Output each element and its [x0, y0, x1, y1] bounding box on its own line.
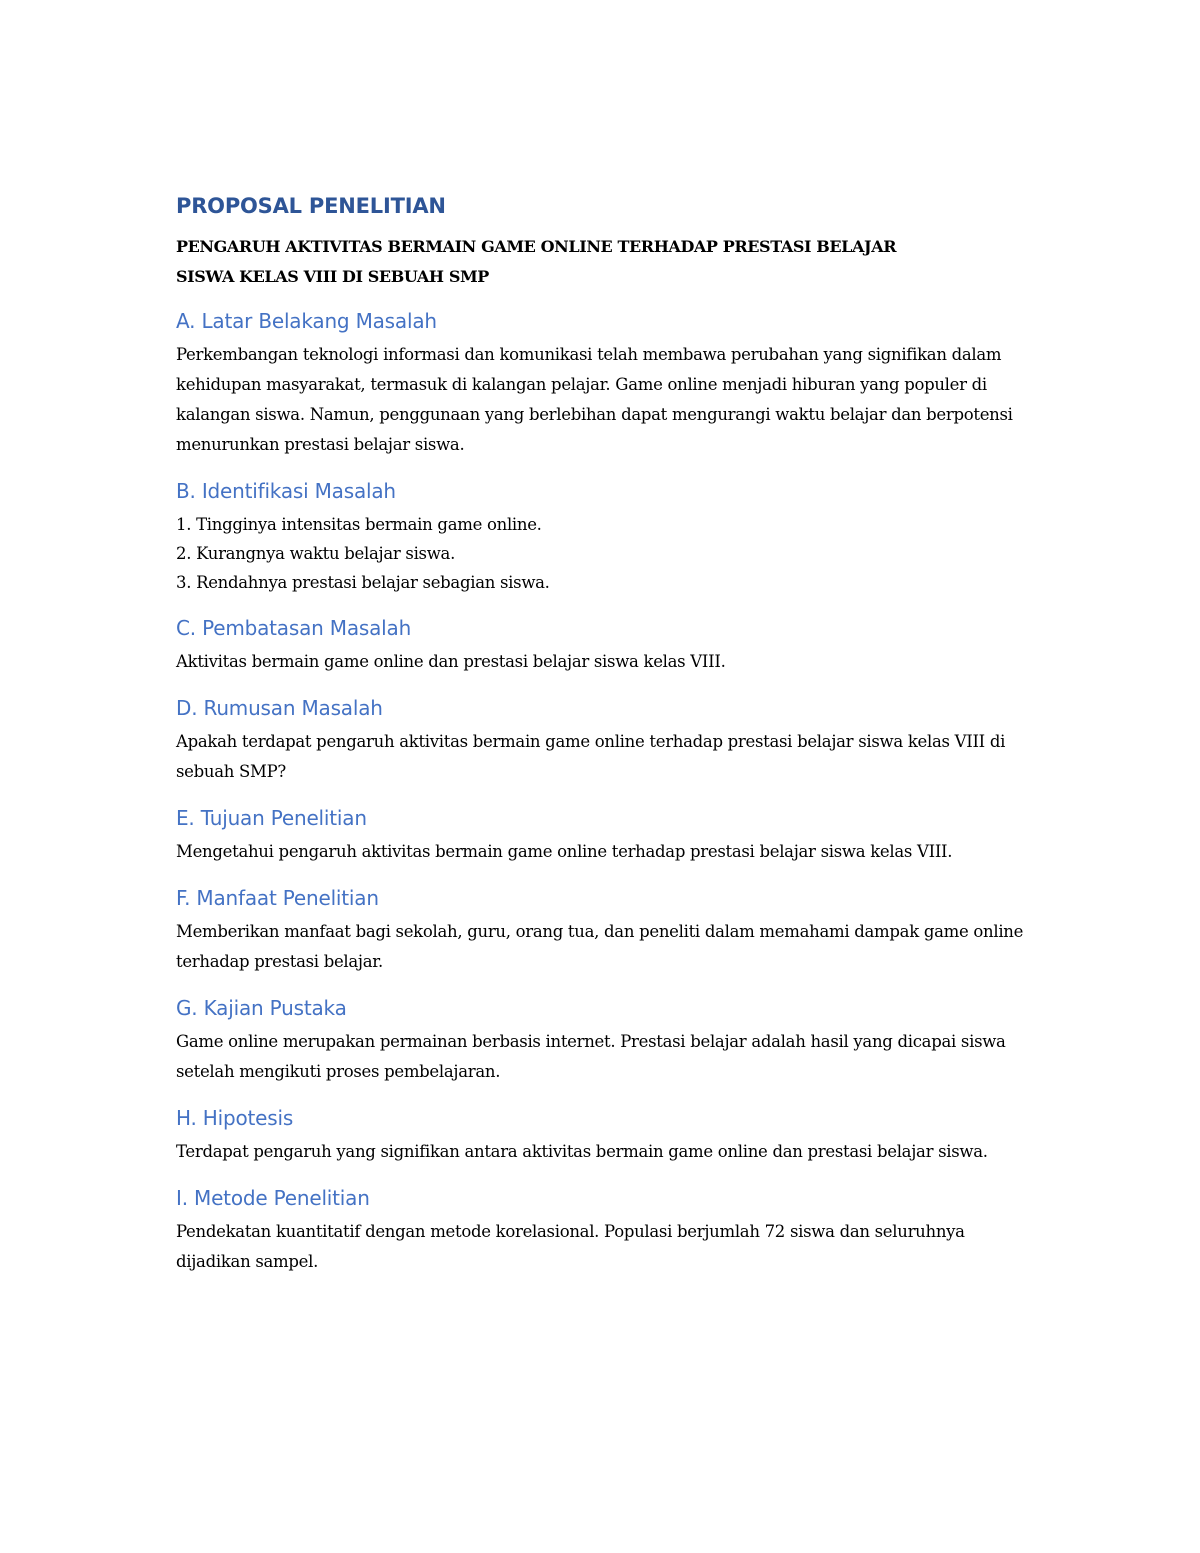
section-heading: F. Manfaat Penelitian	[176, 886, 379, 910]
section-latar-belakang	[176, 306, 1036, 460]
document-subtitle	[176, 232, 1036, 292]
section-identifikasi-masalah	[176, 476, 1036, 597]
list-item: 3. Rendahnya prestasi belajar sebagian siswa.	[176, 573, 550, 592]
document-subtitle-line-1: PENGARUH AKTIVITAS BERMAIN GAME ONLINE TERHADAP PRESTASI BELAJAR	[176, 237, 897, 256]
section-pembatasan-masalah	[176, 613, 1036, 677]
section-heading: D. Rumusan Masalah	[176, 696, 383, 720]
section-body: Mengetahui pengaruh aktivitas bermain game online terhadap prestasi belajar siswa kelas VIII.	[176, 842, 953, 861]
document-title: PROPOSAL PENELITIAN	[176, 194, 446, 218]
section-heading: A. Latar Belakang Masalah	[176, 309, 437, 333]
section-body: Terdapat pengaruh yang signifikan antara aktivitas bermain game online dan prestasi belajar siswa.	[176, 1142, 988, 1161]
list-item: 1. Tingginya intensitas bermain game online.	[176, 515, 542, 534]
section-heading: E. Tujuan Penelitian	[176, 806, 367, 830]
section-manfaat-penelitian	[176, 883, 1036, 977]
section-body: Perkembangan teknologi informasi dan komunikasi telah membawa perubahan yang signifikan dalam kehidupan masyarakat, termasuk di kalangan pelajar. Game online menjadi hiburan yang populer di kalangan siswa. Namun, penggunaan yang berlebihan dapat mengurangi waktu belajar dan berpotensi menurunkan prestasi belajar siswa.	[176, 345, 1013, 454]
document-page	[176, 190, 1036, 1293]
document-subtitle-line-2: SISWA KELAS VIII DI SEBUAH SMP	[176, 267, 489, 286]
section-heading: I. Metode Penelitian	[176, 1186, 370, 1210]
section-hipotesis	[176, 1103, 1036, 1167]
section-body: Game online merupakan permainan berbasis internet. Prestasi belajar adalah hasil yang dicapai siswa setelah mengikuti proses pembelajaran.	[176, 1032, 1006, 1081]
section-heading: B. Identifikasi Masalah	[176, 479, 396, 503]
section-kajian-pustaka	[176, 993, 1036, 1087]
section-heading: H. Hipotesis	[176, 1106, 294, 1130]
section-body: Apakah terdapat pengaruh aktivitas bermain game online terhadap prestasi belajar siswa kelas VIII di sebuah SMP?	[176, 732, 1006, 781]
section-heading: G. Kajian Pustaka	[176, 996, 347, 1020]
section-body: Pendekatan kuantitatif dengan metode korelasional. Populasi berjumlah 72 siswa dan seluruhnya dijadikan sampel.	[176, 1222, 965, 1271]
section-tujuan-penelitian	[176, 803, 1036, 867]
problem-list	[176, 510, 1036, 597]
section-body: Aktivitas bermain game online dan prestasi belajar siswa kelas VIII.	[176, 652, 726, 671]
section-heading: C. Pembatasan Masalah	[176, 616, 412, 640]
section-body: Memberikan manfaat bagi sekolah, guru, orang tua, dan peneliti dalam memahami dampak game online terhadap prestasi belajar.	[176, 922, 1024, 971]
section-rumusan-masalah	[176, 693, 1036, 787]
list-item: 2. Kurangnya waktu belajar siswa.	[176, 544, 456, 563]
section-metode-penelitian	[176, 1183, 1036, 1277]
